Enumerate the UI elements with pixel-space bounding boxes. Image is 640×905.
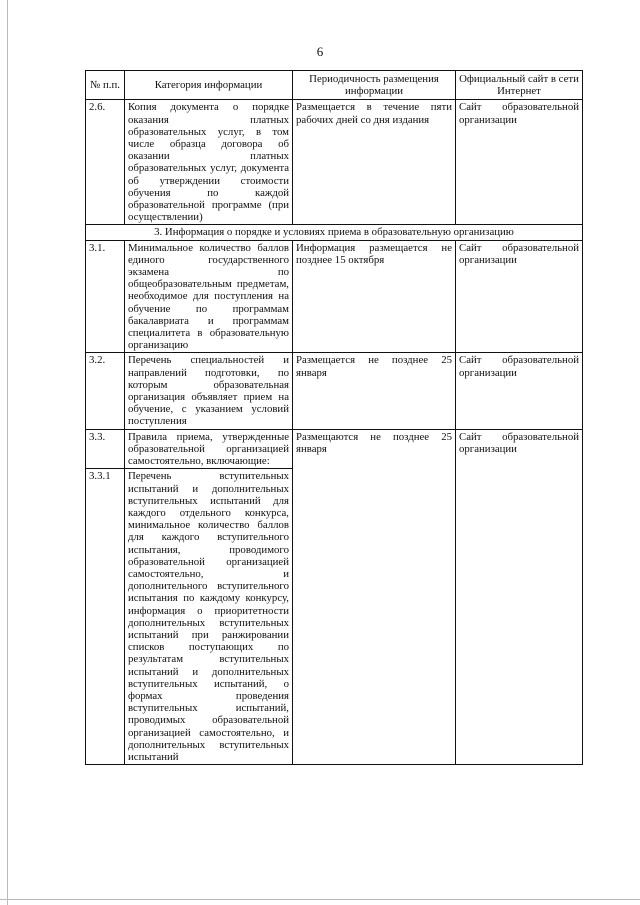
row-site: Сайт образовательной организации xyxy=(456,240,583,353)
section-title: 3. Информация о порядке и условиях приема в образовательную организацию xyxy=(86,225,583,240)
page-number: 6 xyxy=(316,44,324,59)
row-category: Правила приема, утвержденные образовательной организацией самостоятельно, включающие: xyxy=(125,429,293,469)
row-num: 3.1. xyxy=(86,240,125,353)
row-num: 3.2. xyxy=(86,353,125,429)
row-num: 3.3.1 xyxy=(86,469,125,765)
row-periodicity: Размещается не позднее 25 января xyxy=(293,353,456,429)
row-periodicity: Информация размещается не позднее 15 октября xyxy=(293,240,456,353)
row-site: Сайт образовательной организации xyxy=(456,100,583,225)
information-table xyxy=(85,70,583,765)
header-site: Официальный сайт в сети Интернет xyxy=(456,71,583,100)
row-num: 3.3. xyxy=(86,429,125,469)
row-category: Минимальное количество баллов единого государственного экзамена по общеобразовательным предметам, необходимое для поступления на обучение по программам бакалавриата и программам специалитета в образовательную организацию xyxy=(125,240,293,353)
row-num: 2.6. xyxy=(86,100,125,225)
table-header-row xyxy=(86,71,583,100)
row-periodicity: Размещается в течение пяти рабочих дней со дня издания xyxy=(293,100,456,225)
section-row xyxy=(86,225,583,240)
row-category: Перечень вступительных испытаний и дополнительных вступительных испытаний для каждого отдельного конкурса, минимальное количество баллов для каждого вступительного испытания, проводимого образовательной организацией самостоятельно, и дополнительного вступительного испытания по каждому конкурсу, информация о приоритетности дополнительных вступительных испытаний при ранжировании списков поступающих по результатам вступительных испытаний и дополнительных вступительных испытаний, о формах проведения вступительных испытаний, проводимых образовательной организацией самостоятельно, и дополнительных вступительных испытаний xyxy=(125,469,293,765)
row-site: Сайт образовательной организации xyxy=(456,429,583,764)
header-num: № п.п. xyxy=(86,71,125,100)
scan-edge-bottom xyxy=(0,899,640,900)
scan-edge-left xyxy=(7,0,8,905)
row-periodicity: Размещаются не позднее 25 января xyxy=(293,429,456,764)
row-site: Сайт образовательной организации xyxy=(456,353,583,429)
table-row xyxy=(86,100,583,225)
row-category: Перечень специальностей и направлений подготовки, по которым образовательная организация объявляет прием на обучение, с указанием условий поступления xyxy=(125,353,293,429)
table-row xyxy=(86,429,583,469)
row-category: Копия документа о порядке оказания платных образовательных услуг, в том числе образца договора об оказании платных образовательных услуг, документа об утверждении стоимости обучения по каждой образовательной программе (при осуществлении) xyxy=(125,100,293,225)
table-row xyxy=(86,240,583,353)
header-periodicity: Периодичность размещения информации xyxy=(293,71,456,100)
header-category: Категория информации xyxy=(125,71,293,100)
table-row xyxy=(86,353,583,429)
